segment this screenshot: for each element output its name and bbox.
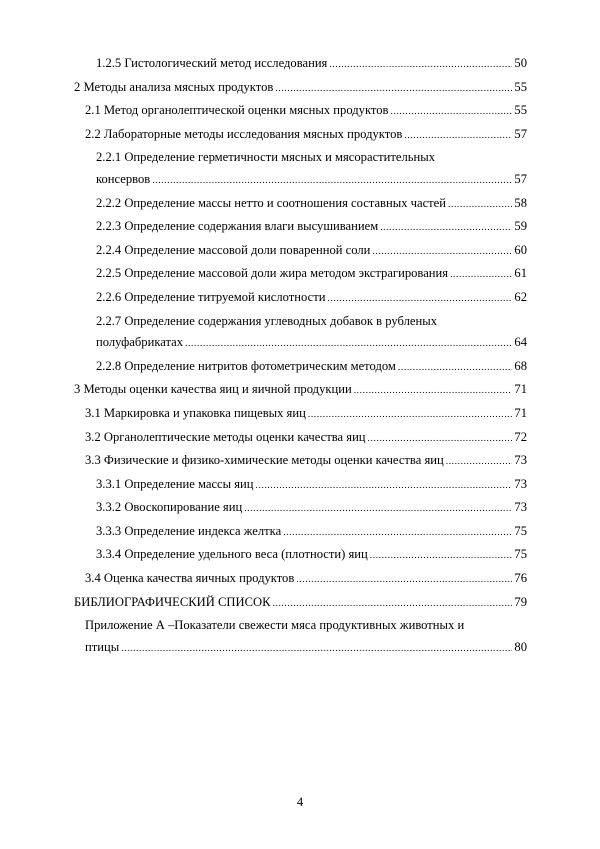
toc-entry[interactable]	[74, 450, 527, 474]
toc-entry-page: 57	[514, 171, 527, 186]
toc-entry-title-line: 2.2.7 Определение содержания углеводных добавок в рубленых	[96, 313, 438, 328]
toc-entry[interactable]	[74, 53, 527, 77]
toc-entry[interactable]	[74, 521, 527, 545]
toc-entry-title-line: Приложение А –Показатели свежести мяса продуктивных животных и	[85, 618, 465, 633]
toc-entry-page: 61	[514, 266, 527, 281]
dot-leader	[275, 79, 512, 101]
dot-leader	[273, 594, 513, 616]
table-of-contents	[74, 53, 527, 660]
toc-entry-title: 3 Методы оценки качества яиц и яичной продукции	[74, 382, 352, 397]
dot-leader	[185, 334, 512, 356]
toc-entry-title: 2.2.6 Определение титруемой кислотности	[96, 289, 326, 304]
dot-leader	[398, 358, 513, 380]
toc-entry-title: 2.2.4 Определение массовой доли поваренной соли	[96, 242, 371, 257]
dot-leader	[296, 570, 512, 592]
toc-entry[interactable]	[74, 147, 527, 192]
toc-entry[interactable]	[74, 77, 527, 101]
toc-entry-page: 59	[514, 219, 527, 234]
toc-entry[interactable]	[74, 403, 527, 427]
toc-entry[interactable]	[74, 356, 527, 380]
toc-entry-page: 76	[514, 571, 527, 586]
toc-entry-title: 3.3 Физические и физико-химические методы оценки качества яиц	[85, 453, 444, 468]
toc-entry-title: 2.2.3 Определение содержания влаги высушиванием	[96, 219, 379, 234]
toc-entry[interactable]	[74, 216, 527, 240]
dot-leader	[354, 381, 513, 403]
toc-entry[interactable]	[74, 100, 527, 124]
toc-entry-page: 73	[514, 453, 527, 468]
dot-leader	[450, 265, 512, 287]
toc-entry-page: 79	[514, 594, 527, 609]
toc-entry-page: 80	[514, 639, 527, 654]
toc-entry-title: 3.3.3 Определение индекса желтка	[96, 523, 282, 538]
dot-leader	[256, 476, 513, 498]
toc-entry[interactable]	[74, 592, 527, 616]
toc-entry-page: 55	[514, 79, 527, 94]
toc-entry-title: БИБЛИОГРАФИЧЕСКИЙ СПИСОК	[74, 594, 271, 609]
toc-entry[interactable]	[74, 124, 527, 148]
toc-entry-title: 2.1 Метод органолептической оценки мясных продуктов	[85, 103, 389, 118]
dot-leader	[446, 452, 513, 474]
toc-entry[interactable]	[74, 544, 527, 568]
toc-entry-title: 3.3.1 Определение массы яиц	[96, 476, 254, 491]
dot-leader	[308, 405, 513, 427]
toc-entry-page: 64	[514, 335, 527, 350]
dot-leader	[121, 639, 512, 661]
dot-leader	[370, 546, 513, 568]
toc-entry-title: 3.3.2 Овоскопирование яиц	[96, 500, 243, 515]
toc-entry-page: 73	[514, 500, 527, 515]
toc-entry-title: птицы	[85, 639, 120, 654]
toc-entry[interactable]	[74, 427, 527, 451]
toc-entry[interactable]	[74, 568, 527, 592]
toc-entry[interactable]	[74, 193, 527, 217]
dot-leader	[283, 523, 512, 545]
dot-leader	[327, 289, 512, 311]
toc-entry-page: 62	[514, 289, 527, 304]
toc-entry-title: 3.1 Маркировка и упаковка пищевых яиц	[85, 405, 306, 420]
toc-entry-title: 2.2.5 Определение массовой доли жира методом экстрагирования	[96, 266, 449, 281]
toc-entry[interactable]	[74, 615, 527, 660]
dot-leader	[391, 102, 513, 124]
toc-entry-title: 1.2.5 Гистологический метод исследования	[96, 56, 328, 70]
toc-entry[interactable]	[74, 474, 527, 498]
dot-leader	[329, 55, 512, 77]
dot-leader	[380, 218, 512, 240]
toc-entry-title: 3.3.4 Определение удельного веса (плотности) яиц	[96, 547, 368, 562]
toc-entry[interactable]	[74, 287, 527, 311]
toc-entry-page: 75	[514, 523, 527, 538]
toc-entry-page: 72	[514, 429, 527, 444]
page-number: 4	[296, 795, 304, 809]
toc-entry-page: 60	[514, 242, 527, 257]
dot-leader	[404, 126, 512, 148]
toc-entry-page: 58	[514, 195, 527, 210]
toc-entry-page: 68	[514, 358, 527, 373]
toc-entry-title: консервов	[96, 171, 151, 186]
toc-entry-page: 73	[514, 476, 527, 491]
toc-entry-title: 3.4 Оценка качества яичных продуктов	[85, 571, 295, 586]
toc-entry-title: 2 Методы анализа мясных продуктов	[74, 79, 274, 94]
toc-entry-page: 71	[514, 382, 527, 397]
toc-entry-title: полуфабрикатах	[96, 335, 184, 350]
toc-entry[interactable]	[74, 379, 527, 403]
toc-entry-title: 3.2 Органолептические методы оценки качества яиц	[85, 429, 366, 444]
dot-leader	[152, 171, 512, 193]
toc-entry-page: 50	[514, 56, 527, 70]
toc-entry-page: 55	[514, 103, 527, 118]
dot-leader	[244, 499, 512, 521]
toc-entry-page: 75	[514, 547, 527, 562]
toc-entry-page: 71	[514, 405, 527, 420]
toc-entry-title: 2.2 Лабораторные методы исследования мясных продуктов	[85, 126, 403, 141]
toc-entry[interactable]	[74, 311, 527, 356]
toc-entry[interactable]	[74, 263, 527, 287]
toc-entry[interactable]	[74, 497, 527, 521]
toc-entry-title: 2.2.2 Определение массы нетто и соотношения составных частей	[96, 195, 446, 210]
dot-leader	[368, 429, 513, 451]
dot-leader	[448, 195, 512, 217]
dot-leader	[372, 242, 512, 264]
toc-entry-title: 2.2.8 Определение нитритов фотометрическим методом	[96, 358, 396, 373]
toc-entry[interactable]	[74, 240, 527, 264]
toc-entry-page: 57	[514, 126, 527, 141]
toc-entry-title-line: 2.2.1 Определение герметичности мясных и мясорастительных	[96, 150, 436, 165]
